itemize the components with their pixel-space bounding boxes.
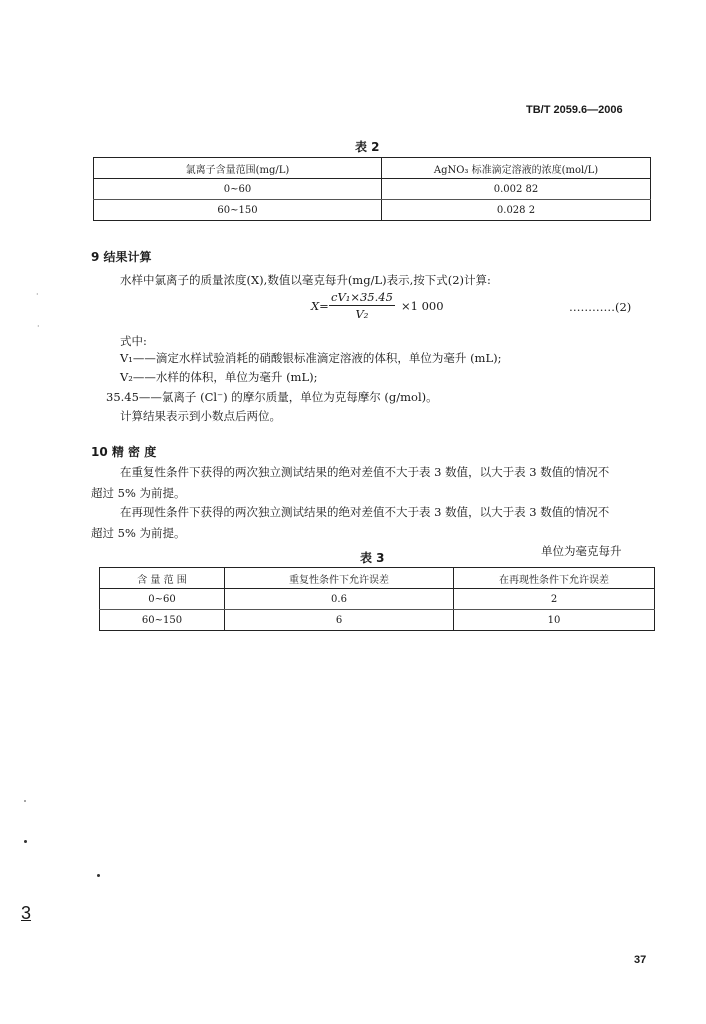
table-row xyxy=(100,589,655,610)
reproducibility-line1: 在再现性条件下获得的两次独立测试结果的绝对差值不大于表 3 数值，以大于表 3 数值的情况不 xyxy=(120,505,610,519)
table3-col-repeatability: 重复性条件下允许误差 xyxy=(225,568,454,589)
rounding-note: 计算结果表示到小数点后两位。 xyxy=(120,409,281,423)
table2-col-range: 氯离子含量范围(mg/L) xyxy=(94,158,382,179)
formula-multiplier: ×1 000 xyxy=(401,299,444,313)
repeatability-line2: 超过 5% 为前提。 xyxy=(91,486,186,500)
section9-heading: 9 结果计算 xyxy=(91,250,152,264)
section10-heading: 10 精 密 度 xyxy=(91,445,157,459)
table-row xyxy=(100,610,655,631)
table3-col-range: 含 量 范 围 xyxy=(100,568,225,589)
scan-speck: · xyxy=(37,322,40,331)
table3 xyxy=(99,567,655,631)
reproducibility-line2: 超过 5% 为前提。 xyxy=(91,526,186,540)
table2-cell: 0.002 82 xyxy=(382,179,651,200)
table2-cell: 60~150 xyxy=(94,200,382,221)
document-standard-id: TB/T 2059.6—2006 xyxy=(526,104,623,116)
where-label: 式中: xyxy=(120,334,147,348)
table-row xyxy=(94,200,651,221)
formula-fraction xyxy=(329,290,395,321)
definition-molar-mass: 35.45——氯离子 (Cl⁻) 的摩尔质量，单位为克每摩尔 (g/mol)。 xyxy=(106,390,438,404)
formula-2 xyxy=(311,290,471,326)
page-number: 37 xyxy=(634,954,647,966)
table-row xyxy=(94,179,651,200)
table3-cell: 2 xyxy=(454,589,655,610)
scan-speck xyxy=(24,840,27,843)
table3-cell: 60~150 xyxy=(100,610,225,631)
scan-speck xyxy=(24,800,26,802)
definition-v2: V₂——水样的体积，单位为毫升 (mL); xyxy=(120,370,318,384)
table2-col-concentration: AgNO₃ 标准滴定溶液的浓度(mol/L) xyxy=(382,158,651,179)
table3-cell: 10 xyxy=(454,610,655,631)
table3-caption: 表 3 xyxy=(360,551,385,565)
scan-speck: · xyxy=(36,290,39,299)
definition-v1: V₁——滴定水样试验消耗的硝酸银标准滴定溶液的体积，单位为毫升 (mL); xyxy=(120,351,502,365)
repeatability-line1: 在重复性条件下获得的两次独立测试结果的绝对差值不大于表 3 数值，以大于表 3 数值的情况不 xyxy=(120,465,610,479)
table3-header-row xyxy=(100,568,655,589)
table3-unit: 单位为毫克每升 xyxy=(541,544,622,558)
formula-label: …………(2) xyxy=(569,300,632,314)
scan-speck xyxy=(97,874,100,877)
table3-cell: 0~60 xyxy=(100,589,225,610)
table2 xyxy=(93,157,651,221)
table2-caption: 表 2 xyxy=(355,140,380,154)
table2-header-row xyxy=(94,158,651,179)
table2-cell: 0.028 2 xyxy=(382,200,651,221)
formula-denominator: V₂ xyxy=(355,307,369,321)
margin-mark: 3 xyxy=(21,903,32,923)
table3-col-reproducibility: 在再现性条件下允许误差 xyxy=(454,568,655,589)
section9-intro: 水样中氯离子的质量浓度(X),数值以毫克每升(mg/L)表示,按下式(2)计算: xyxy=(120,273,491,287)
table3-cell: 0.6 xyxy=(225,589,454,610)
formula-lhs: X= xyxy=(311,299,329,313)
table2-cell: 0~60 xyxy=(94,179,382,200)
formula-numerator: cV₁×35.45 xyxy=(331,290,393,304)
table3-cell: 6 xyxy=(225,610,454,631)
